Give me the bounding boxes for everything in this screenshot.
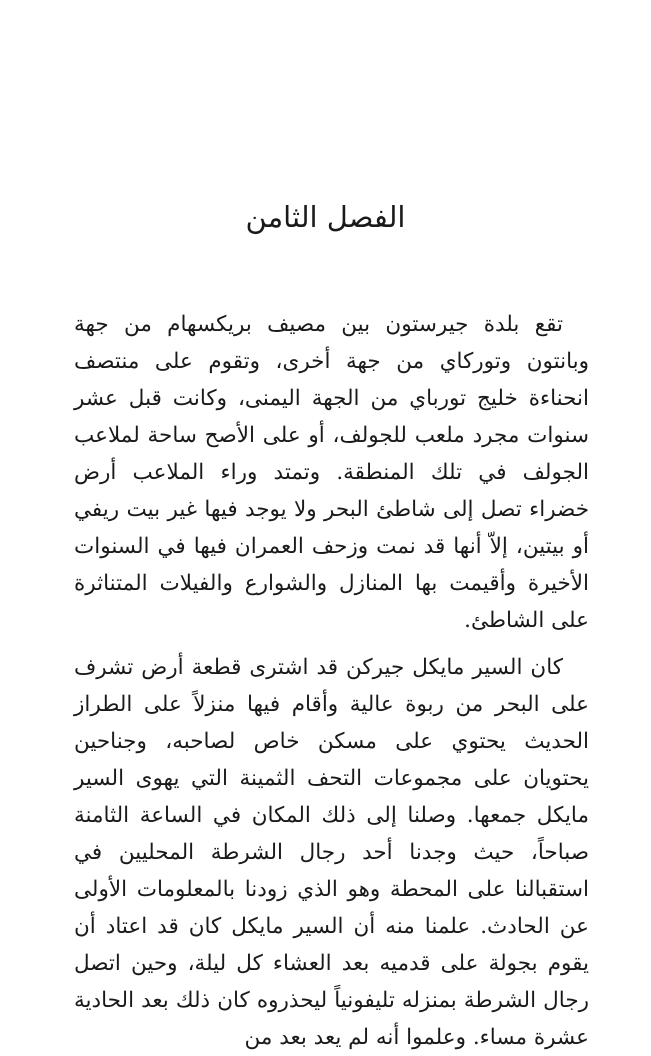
chapter-title: الفصل الثامن — [245, 200, 406, 234]
chapter-body — [74, 306, 589, 1056]
paragraph: كان السير مايكل جيركن قد اشترى قطعة أرض تشرف على البحر من ربوة عالية وأقام فيها منزلاً على الطراز الحديث يحتوي على مسكن خاص لصاحبه، وجناحين يحتويان على مجموعات التحف الثمينة التي يهوى السير مايكل جمعها. وصلنا إلى ذلك المكان في الساعة الثامنة صباحاً، حيث وجدنا أحد رجال الشرطة المحليين في استقبالنا على المحطة وهو الذي زودنا بالمعلومات الأولى عن الحادث. علمنا منه أن السير مايكل كان قد اعتاد أن يقوم بجولة على قدميه بعد العشاء كل ليلة، وحين اتصل رجال الشرطة بمنزله تليفونياً ليحذروه كان ذلك بعد الحادية عشرة مساء. وعلموا أنه لم يعد بعد من — [74, 655, 589, 1050]
paragraph: تقع بلدة جيرستون بين مصيف بريكسهام من جهة وبانتون وتوركاي من جهة أخرى، وتقوم على منتصف انحناءة خليج تورباي من الجهة اليمنى، وكانت قبل عشر سنوات مجرد ملعب للجولف، أو على الأصح ساحة لملاعب الجولف في تلك المنطقة. وتمتد وراء الملاعب أرض خضراء تصل إلى شاطئ البحر ولا يوجد فيها غير بيت ريفي أو بيتين، إلاّ أنها قد نمت وزحف العمران فيها في السنوات الأخيرة وأقيمت بها المنازل والشوارع والفيلات المتناثرة على الشاطئ. — [74, 312, 589, 633]
